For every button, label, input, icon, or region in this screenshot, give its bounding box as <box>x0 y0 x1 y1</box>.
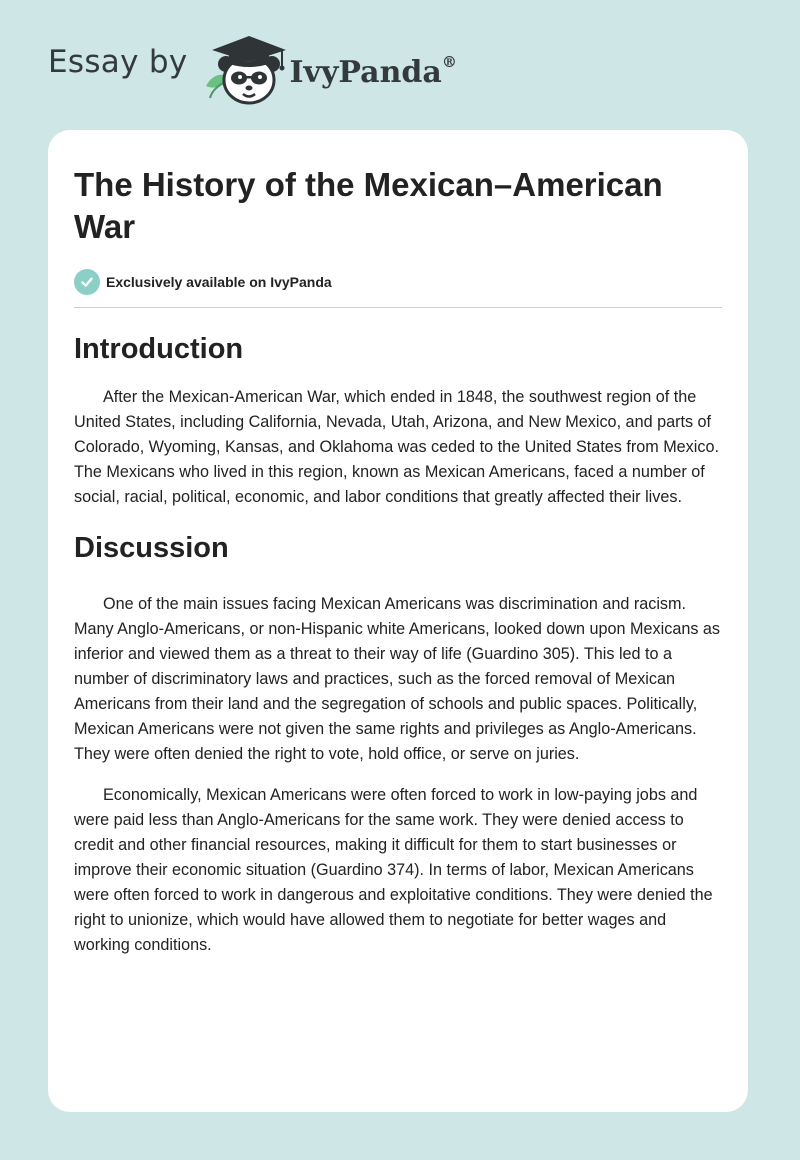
check-icon <box>74 269 100 295</box>
site-header <box>48 30 457 110</box>
divider <box>74 307 722 308</box>
paragraph: Economically, Mexican Americans were often forced to work in low-paying jobs and were paid less than Anglo-Americans for the same work. They were denied access to credit and other financial resources, making it difficult for them to start businesses or improve their economic situation (Guardino 374). In terms of labor, Mexican Americans were often forced to work in dangerous and exploitative conditions. They were denied the right to unionize, which would have allowed them to negotiate for better wages and working conditions. <box>74 786 713 954</box>
exclusive-badge-label: Exclusively available on IvyPanda <box>106 274 332 290</box>
exclusive-badge <box>74 268 722 296</box>
section-heading-discussion: Discussion <box>74 532 229 564</box>
registered-mark: ® <box>441 52 457 71</box>
essay-title: The History of the Mexican–American War <box>74 166 663 245</box>
paragraph: After the Mexican-American War, which ended in 1848, the southwest region of the United States, including California, Nevada, Utah, Arizona, and New Mexico, and parts of Colorado, Wyoming, Kansas, and Oklahoma was ceded to the United States from Mexico. The Mexicans who lived in this region, known as Mexican Americans, faced a number of social, racial, political, economic, and labor conditions that greatly affected their lives. <box>74 388 719 506</box>
essay-by-label: Essay by <box>48 44 188 80</box>
essay-content <box>74 164 722 958</box>
essay-card <box>48 130 748 1112</box>
paragraph: One of the main issues facing Mexican Americans was discrimination and racism. Many Anglo-Americans, or non-Hispanic white Americans, looked down upon Mexicans as inferior and viewed them as a threat to their way of life (Guardino 305). This led to a number of discriminatory laws and practices, such as the forced removal of Mexican Americans from their land and the segregation of schools and public spaces. Politically, Mexican Americans were not given the same rights and privileges as Anglo-Americans. They were often denied the right to vote, hold office, or serve on juries. <box>74 595 721 763</box>
brand-name[interactable] <box>289 52 457 90</box>
panda-graduate-logo-icon[interactable] <box>202 28 294 108</box>
section-heading-introduction: Introduction <box>74 333 244 365</box>
brand-name-text: IvyPanda <box>289 54 442 90</box>
